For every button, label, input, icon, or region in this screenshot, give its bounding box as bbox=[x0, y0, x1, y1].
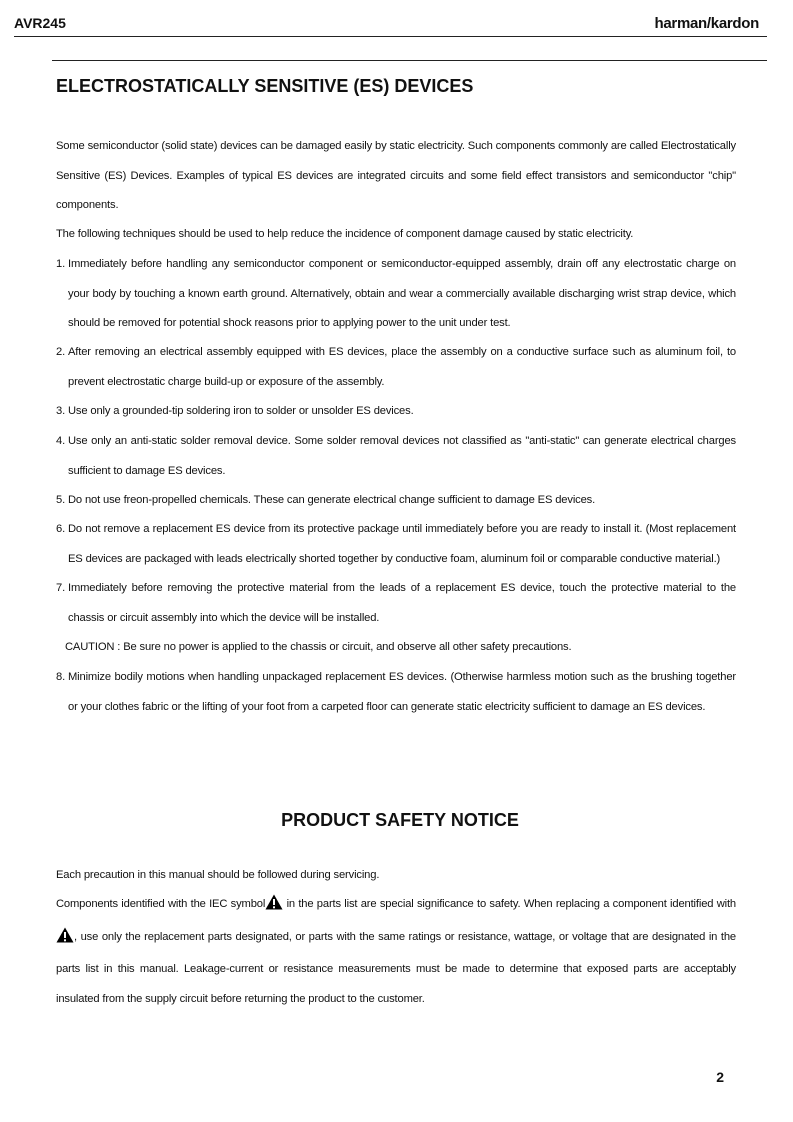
list-item-text: Use only an anti-static solder removal device. Some solder removal devices not classified as "anti-static" can generate electrical charges sufficient to damage ES devices. bbox=[68, 435, 736, 477]
header-divider bbox=[14, 36, 767, 37]
safety-text-part-b: in the parts list are special significance to safety. When replacing a component identified with bbox=[286, 898, 736, 910]
es-intro-paragraph: Some semiconductor (solid state) devices can be damaged easily by static electricity. Such components commonly are called Electrostatically Sensitive (ES) Devices. Examples of typical ES devices are integrated circuits and some field effect transistors and semiconductor "chip" components. bbox=[56, 140, 736, 211]
list-item-text: After removing an electrical assembly equipped with ES devices, place the assembly on a conductive surface such as aluminum foil, to prevent electrostatic charge build-up or exposure of the assembly. bbox=[68, 346, 736, 388]
list-item bbox=[56, 486, 736, 516]
list-item-number: 6. bbox=[56, 523, 66, 535]
list-item-number: 1. bbox=[56, 258, 66, 270]
list-item bbox=[56, 397, 736, 427]
list-item-number: 2. bbox=[56, 346, 66, 358]
list-item bbox=[56, 338, 736, 397]
list-item-number: 7. bbox=[56, 582, 66, 594]
safety-components-paragraph bbox=[56, 890, 736, 1014]
document-model-header: AVR245 bbox=[14, 15, 66, 31]
brand-logo: harman/kardon bbox=[654, 15, 759, 32]
caution-label: CAUTION : bbox=[65, 641, 121, 653]
list-item bbox=[56, 515, 736, 574]
list-item-text: Do not use freon-propelled chemicals. These can generate electrical change sufficient to damage ES devices. bbox=[68, 494, 596, 506]
es-section-title: ELECTROSTATICALLY SENSITIVE (ES) DEVICES bbox=[56, 76, 474, 96]
list-item-text: Immediately before handling any semiconductor component or semiconductor-equipped assembly, drain off any electrostatic charge on your body by touching a known earth ground. Alternatively, obtain and wear a commercially available discharging wrist strap device, which should be removed for potential shock reasons prior to applying power to the unit under test. bbox=[68, 258, 736, 329]
safety-text-part-a: Components identified with the IEC symbol bbox=[56, 898, 266, 910]
list-item-number: 4. bbox=[56, 435, 66, 447]
section-divider bbox=[52, 60, 767, 61]
list-item bbox=[56, 663, 736, 722]
list-item-number: 3. bbox=[56, 405, 66, 417]
safety-text-part-c: , use only the replacement parts designated, or parts with the same ratings or resistance, wattage, or voltage that are designated in the parts list in this manual. Leakage-current or resistance measurements must be made to determine that exposed parts are acceptably insulated from the supply circuit before returning the product to the customer. bbox=[56, 930, 736, 1005]
list-item-text: Minimize bodily motions when handling unpackaged replacement ES devices. (Otherwise harmless motion such as the brushing together or your clothes fabric or the lifting of your foot from a carpeted floor can generate static electricity sufficient to damage an ES devices. bbox=[68, 671, 736, 713]
list-item bbox=[56, 574, 736, 633]
caution-note bbox=[65, 633, 736, 663]
list-item-text: Immediately before removing the protective material from the leads of a replacement ES device, touch the protective material to the chassis or circuit assembly into which the device will be installed. bbox=[68, 582, 736, 624]
safety-section-title: PRODUCT SAFETY NOTICE bbox=[281, 810, 519, 830]
safety-precaution-paragraph: Each precaution in this manual should be followed during servicing. bbox=[56, 869, 380, 881]
list-item-number: 5. bbox=[56, 494, 66, 506]
page-number: 2 bbox=[716, 1069, 724, 1085]
caution-text: Be sure no power is applied to the chassis or circuit, and observe all other safety precautions. bbox=[123, 641, 572, 653]
warning-triangle-icon bbox=[265, 893, 283, 923]
list-item bbox=[56, 427, 736, 486]
list-item-text: Use only a grounded-tip soldering iron to solder or unsolder ES devices. bbox=[68, 405, 414, 417]
list-item bbox=[56, 250, 736, 339]
warning-triangle-icon bbox=[56, 926, 74, 956]
list-item-text: Do not remove a replacement ES device from its protective package until immediately before you are ready to install it. (Most replacement ES devices are packaged with leads electrically shorted together by conductive foam, aluminum foil or comparable conductive material.) bbox=[68, 523, 736, 565]
list-item-number: 8. bbox=[56, 671, 66, 683]
techniques-intro-paragraph: The following techniques should be used to help reduce the incidence of component damage caused by static electricity. bbox=[56, 228, 634, 240]
